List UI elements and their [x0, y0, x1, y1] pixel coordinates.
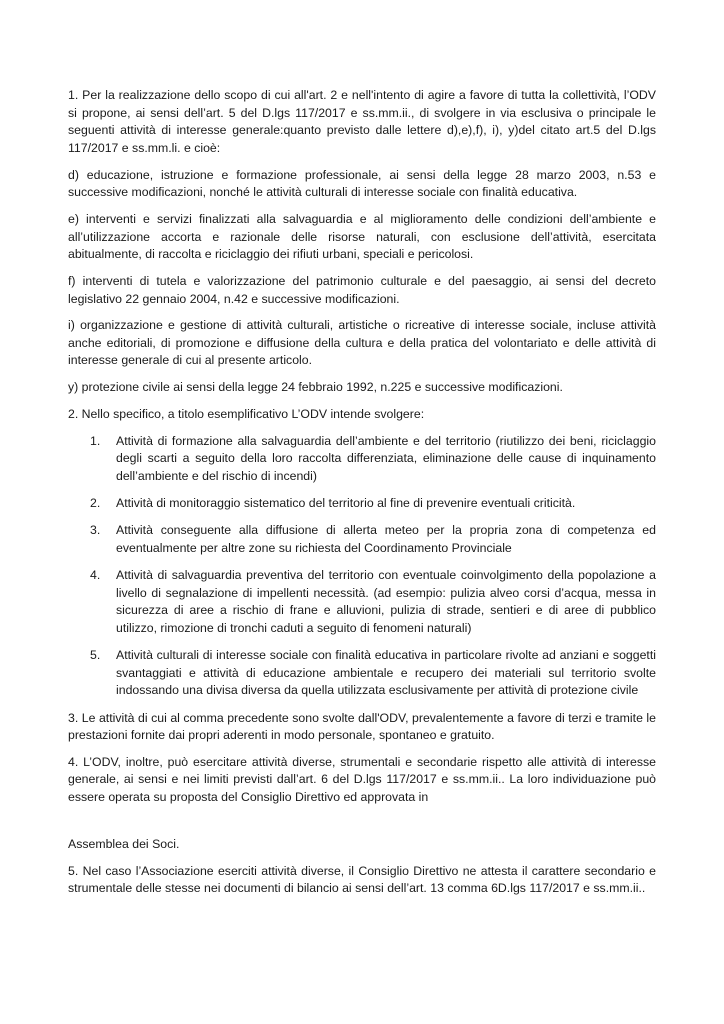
list-item-text: Attività di salvaguardia preventiva del territorio con eventuale coinvolgimento della popolazione a livello di segnalazione di impellenti necessità. (ad esempio: pulizia alveo corsi d’acqua, messa in sicurezza di aree a rischio di frane e alluvioni, pulizia di strade, sentieri e di aree di pubblico utilizzo, rimozione di tronchi caduti a seguito di fenomeni naturali) — [116, 568, 656, 635]
list-item-number: 4. — [90, 568, 101, 583]
list-item-number: 1. — [90, 433, 101, 448]
list-item-number: 5. — [90, 648, 101, 663]
activities-list — [68, 433, 656, 700]
list-item — [68, 522, 656, 557]
list-item — [68, 495, 656, 513]
list-item — [68, 647, 656, 700]
paragraph-art-5: 5. Nel caso l’Associazione eserciti attività diverse, il Consiglio Direttivo ne attesta il carattere secondario e strumentale delle stesse nei documenti di bilancio ai sensi dell’art. 13 comma 6D.lgs 117/2017 e ss.mm.ii.. — [68, 863, 656, 896]
paragraph-art-2: 2. Nello specifico, a titolo esemplificativo L’ODV intende svolgere: — [68, 407, 425, 422]
list-item — [68, 567, 656, 637]
blank-gap — [68, 816, 656, 836]
list-item-text: Attività di formazione alla salvaguardia dell’ambiente e del territorio (riutilizzo dei beni, riciclaggio degli scarti a seguito della loro raccolta differenziata, eliminazione delle cause di inquinamento dell’ambiente e del rischio di incendi) — [116, 433, 656, 483]
paragraph-art-4: 4. L’ODV, inoltre, può esercitare attività diverse, strumentali e secondarie rispetto alle attività di interesse generale, ai sensi e nei limiti previsti dall’art. 6 del D.lgs 117/2017 e ss.mm.ii.. La loro individuazione può essere operata su proposta del Consiglio Direttivo ed approvata in — [68, 754, 656, 805]
list-item-number: 2. — [90, 496, 101, 511]
list-item — [68, 433, 656, 486]
paragraph-art-3: 3. Le attività di cui al comma precedente sono svolte dall'ODV, prevalentemente a favore di terzi e tramite le prestazioni fornite dai propri aderenti in modo personale, spontaneo e gratuito. — [68, 710, 656, 743]
paragraph-letter-y: y) protezione civile ai sensi della legge 24 febbraio 1992, n.225 e successive modificazioni. — [68, 380, 563, 395]
list-item-text: Attività conseguente alla diffusione di allerta meteo per la propria zona di competenza ed eventualmente per altre zone su richiesta del Coordinamento Provinciale — [116, 523, 656, 555]
paragraph-letter-i: i) organizzazione e gestione di attività culturali, artistiche o ricreative di interesse sociale, incluse attività anche editoriali, di promozione e diffusione della cultura e della pratica del volontariato e delle attività di interesse generale di cui al presente articolo. — [68, 318, 656, 368]
paragraph-letter-d: d) educazione, istruzione e formazione professionale, ai sensi della legge 28 marzo 2003, n.53 e successive modificazioni, nonché le attività culturali di interesse sociale con finalità educativa. — [68, 167, 656, 200]
paragraph-art-1: 1. Per la realizzazione dello scopo di cui all'art. 2 e nell'intento di agire a favore di tutta la collettività, l’ODV si propone, ai sensi dell’art. 5 del D.lgs 117/2017 e ss.mm.ii., di svolgere in via esclusiva o principale le seguenti attività di interesse generale:quanto previsto dalle lettere d),e),f), i), y)del citato art.5 del D.lgs 117/2017 e ss.mm.li. e cioè: — [68, 88, 656, 155]
paragraph-assemblea: Assemblea dei Soci. — [68, 836, 180, 851]
list-item-text: Attività di monitoraggio sistematico del territorio al fine di prevenire eventuali criticità. — [116, 496, 576, 511]
document-page — [68, 87, 656, 907]
list-item-text: Attività culturali di interesse sociale con finalità educativa in particolare rivolte ad anziani e soggetti svantaggiati e attività di educazione ambientale e recupero dei materiali sul territorio svolte indossando una divisa diversa da quella utilizzata esclusivamente per attività di protezione civile — [116, 648, 656, 698]
list-item-number: 3. — [90, 523, 101, 538]
paragraph-letter-f: f) interventi di tutela e valorizzazione del patrimonio culturale e del paesaggio, ai sensi del decreto legislativo 22 gennaio 2004, n.42 e successive modificazioni. — [68, 273, 656, 306]
paragraph-letter-e: e) interventi e servizi finalizzati alla salvaguardia e al miglioramento delle condizioni dell’ambiente e all’utilizzazione accorta e razionale delle risorse naturali, con esclusione dell’attività, esercitata abitualmente, di raccolta e riciclaggio dei rifiuti urbani, speciali e pericolosi. — [68, 211, 656, 262]
